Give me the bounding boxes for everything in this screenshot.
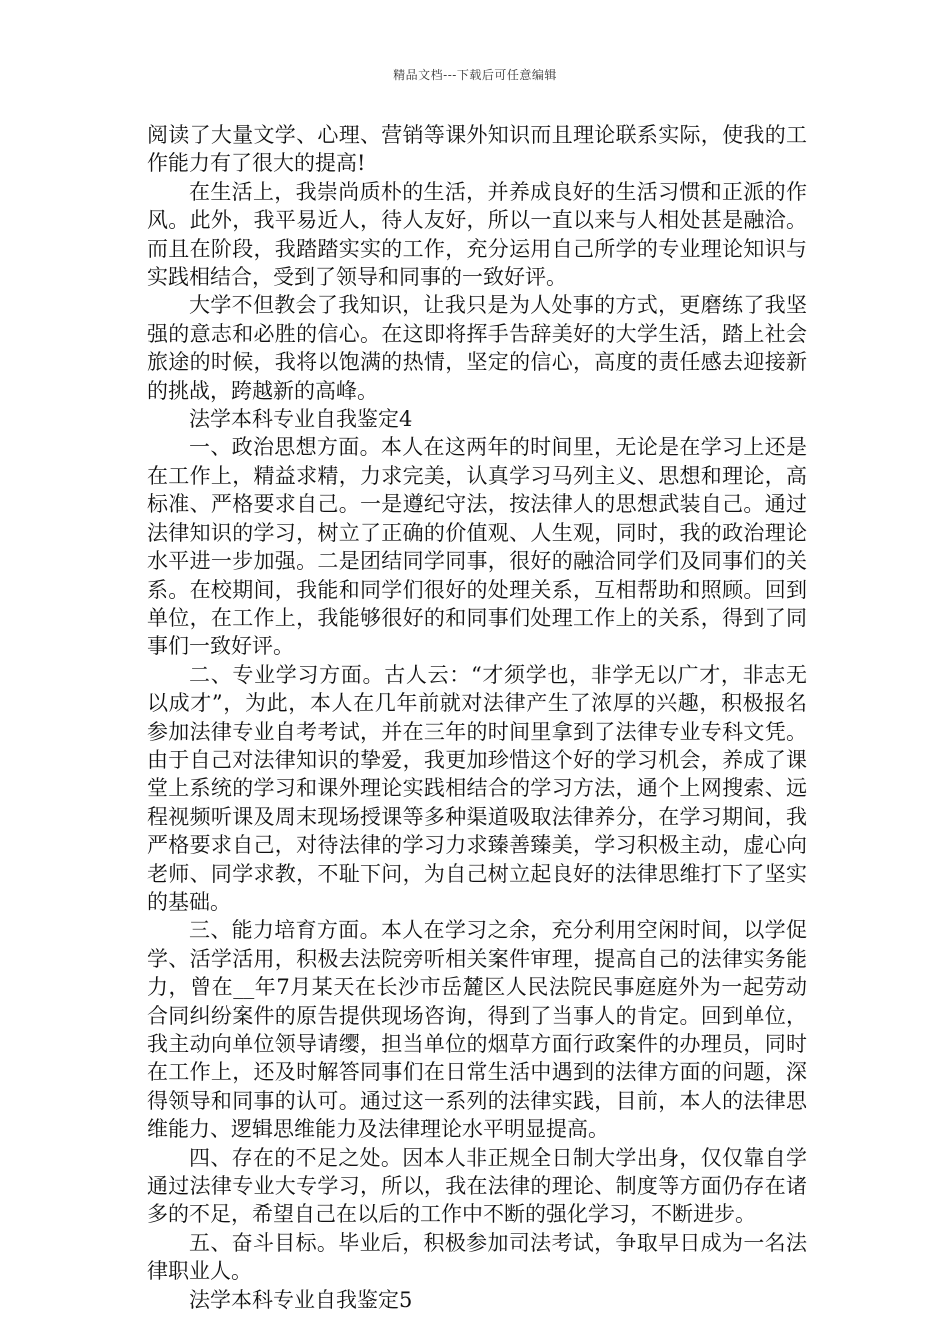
paragraph-goals: 五、奋斗目标。毕业后，积极参加司法考试，争取早日成为一名法律职业人。: [147, 1230, 807, 1284]
page-header: 精品文档---下载后可任意编辑: [393, 68, 557, 82]
paragraph-shortcomings: 四、存在的不足之处。因本人非正规全日制大学出身，仅仅靠自学通过法律专业大专学习，所以，我在法律的理论、制度等方面仍存在诸多的不足，希望自己在以后的工作中不断的强化学习，不断进步。: [147, 1145, 807, 1227]
paragraph-continued: 阅读了大量文学、心理、营销等课外知识而且理论联系实际，使我的工作能力有了很大的提高!: [147, 123, 807, 176]
section-title-4: 法学本科专业自我鉴定4: [189, 407, 413, 432]
paragraph-life: 在生活上，我崇尚质朴的生活，并养成良好的生活习惯和正派的作风。此外，我平易近人，待人友好，所以一直以来与人相处甚是融洽。而且在阶段，我踏踏实实的工作，充分运用自己所学的专业理论知识与实践相结合，受到了领导和同事的一致好评。: [147, 179, 807, 290]
paragraph-university: 大学不但教会了我知识，让我只是为人处事的方式，更磨练了我坚强的意志和必胜的信心。在这即将挥手告辞美好的大学生活，踏上社会旅途的时候，我将以饱满的热情，坚定的信心，高度的责任感去迎接新的挑战，跨越新的高峰。: [147, 293, 807, 403]
paragraph-professional-study: 二、专业学习方面。古人云：“才须学也，非学无以广才，非志无以成才”，为此，本人在几年前就对法律产生了浓厚的兴趣，积极报名参加法律专业自考考试，并在三年的时间里拿到了法律专业专科文凭。由于自己对法律知识的挚爱，我更加珍惜这个好的学习机会，养成了课堂上系统的学习和课外理论实践相结合的学习方法，通个上网搜索、远程视频听课及周末现场授课等多种渠道吸取法律养分，在学习期间，我严格要求自己，对待法律的学习力求臻善臻美，学习积极主动，虚心向老师、同学求教，不耻下问，为自己树立起良好的法律思维打下了坚实的基础。: [147, 662, 807, 914]
paragraph-ability: 三、能力培育方面。本人在学习之余，充分利用空闲时间，以学促学、活学活用，积极去法院旁听相关案件审理，提高自己的法律实务能力，曾在__年7月某天在长沙市岳麓区人民法院民事庭庭外为一起劳动合同纠纷案件的原告提供现场咨询，得到了当事人的肯定。回到单位，我主动向单位领导请缨，担当单位的烟草方面行政案件的办理员，同时在工作上，还及时解答同事们在日常生活中遇到的法律方面的问题，深得领导和同事的认可。通过这一系列的法律实践，目前，本人的法律思维能力、逻辑思维能力及法律理论水平明显提高。: [147, 918, 807, 1142]
paragraph-political: 一、政治思想方面。本人在这两年的时间里，无论是在学习上还是在工作上，精益求精，力求完美，认真学习马列主义、思想和理论，高标准、严格要求自己。一是遵纪守法，按法律人的思想武装自己。通过法律知识的学习，树立了正确的价值观、人生观，同时，我的政治理论水平进一步加强。二是团结同学同事，很好的融洽同学们及同事们的关系。在校期间，我能和同学们很好的处理关系，互相帮助和照顾。回到单位，在工作上，我能够很好的和同事们处理工作上的关系，得到了同事们一致好评。: [147, 435, 807, 659]
section-title-5: 法学本科专业自我鉴定5: [189, 1287, 413, 1312]
document-body: [147, 121, 807, 1314]
